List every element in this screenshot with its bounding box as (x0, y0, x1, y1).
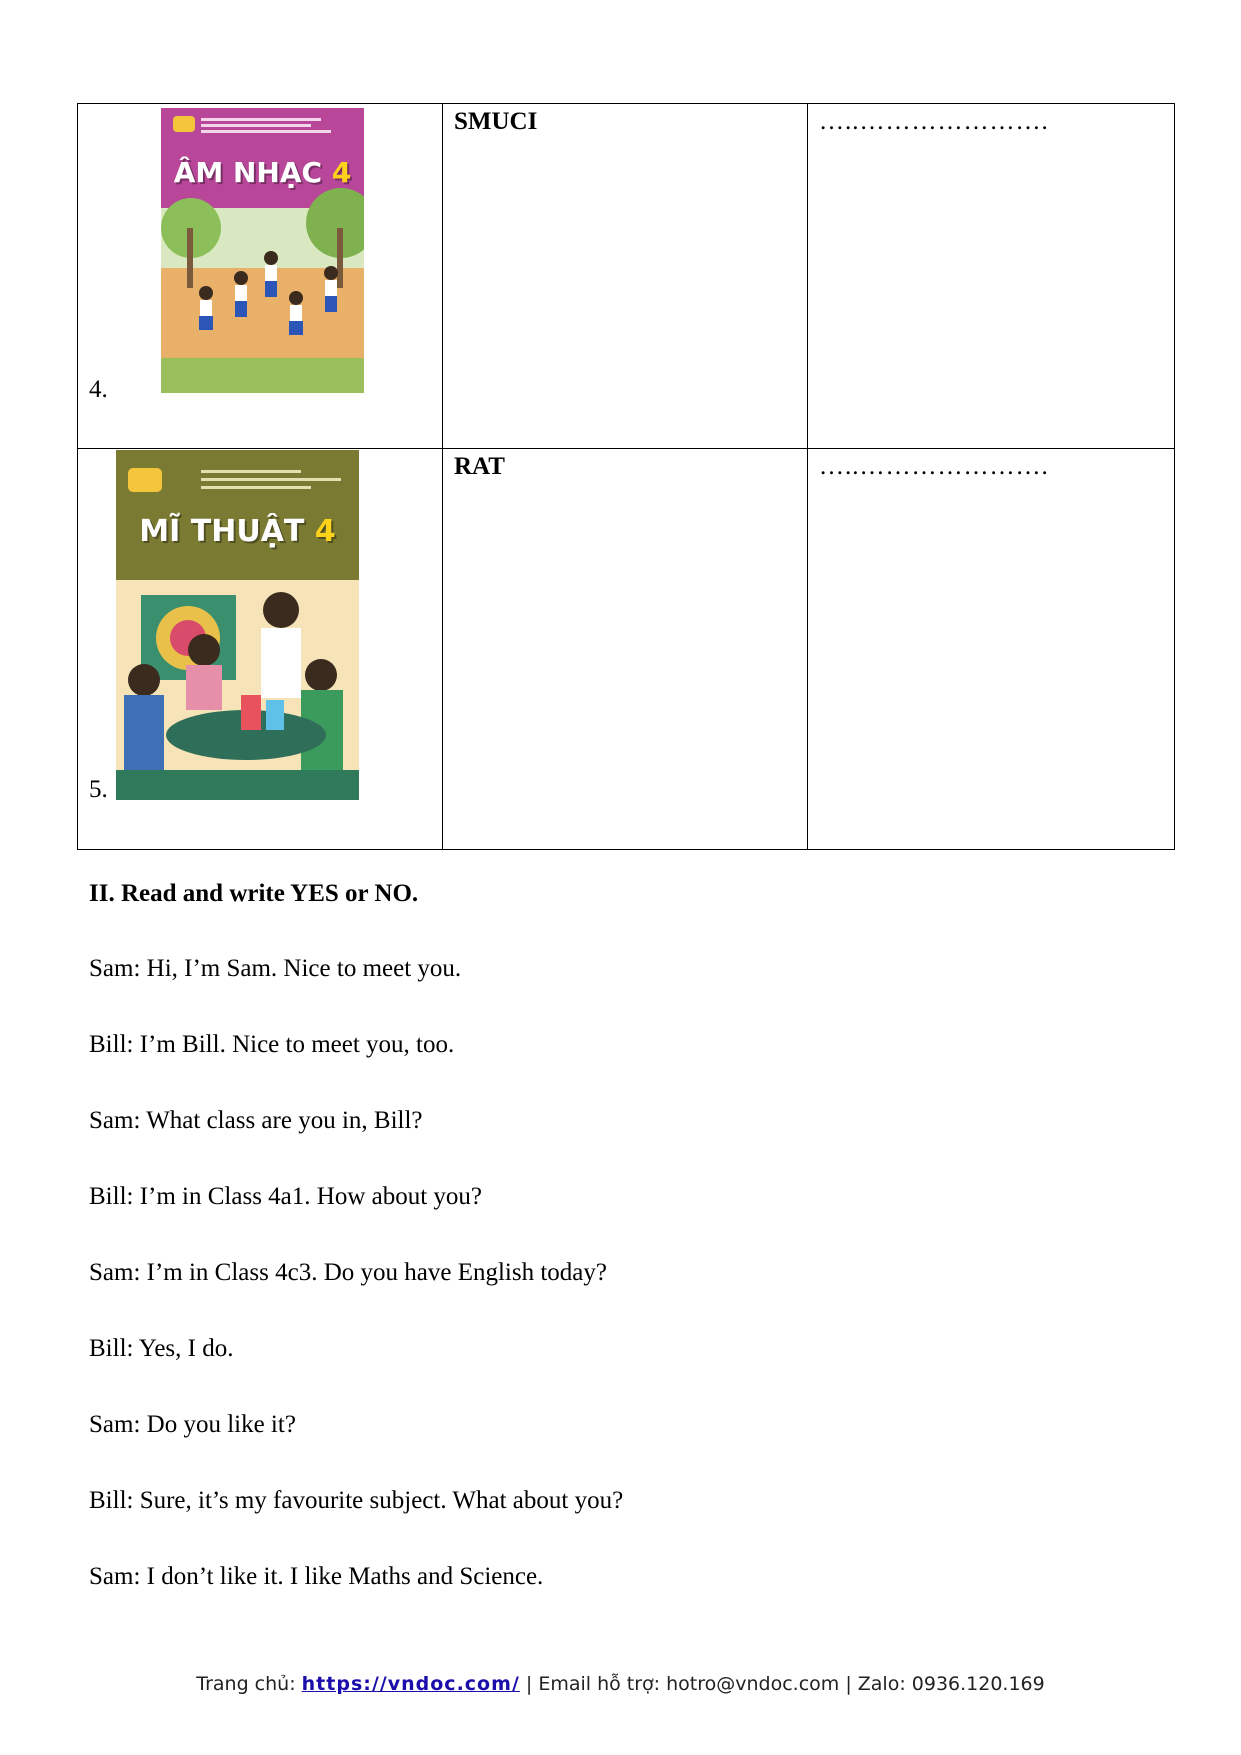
table-row (78, 104, 1175, 449)
dialogue-line: Sam: I don’t like it. I like Maths and Science. (89, 1563, 544, 1590)
picture-cell (78, 104, 443, 449)
answer-blank[interactable]: …..…………………. (819, 108, 1049, 135)
cover-title: MĨ THUẬT (139, 514, 305, 549)
music-book-illustration (161, 108, 364, 393)
book-cover-music (161, 108, 364, 393)
dialogue-line: Bill: Yes, I do. (89, 1335, 234, 1362)
dialogue-line: Sam: I’m in Class 4c3. Do you have English today? (89, 1259, 607, 1286)
art-book-illustration (116, 450, 359, 800)
dialogue-line: Sam: Hi, I’m Sam. Nice to meet you. (89, 955, 462, 982)
book-cover-art (116, 450, 359, 800)
picture-cell (78, 449, 443, 850)
answer-blank[interactable]: …..…………………. (819, 453, 1049, 480)
dialogue-line: Bill: Sure, it’s my favourite subject. What about you? (89, 1487, 624, 1514)
item-number: 5. (89, 776, 108, 803)
vocab-table (77, 103, 1175, 850)
word-cell (443, 449, 808, 850)
cover-grade: 4 (314, 514, 336, 549)
section-heading: II. Read and write YES or NO. (89, 880, 419, 907)
scrambled-word: RAT (454, 453, 505, 480)
dialogue-line: Sam: What class are you in, Bill? (89, 1107, 423, 1134)
answer-cell[interactable] (808, 104, 1175, 449)
footer-contact: | Email hỗ trợ: hotro@vndoc.com | Zalo: 0936.120.169 (519, 1673, 1045, 1695)
dialogue-line: Bill: I’m Bill. Nice to meet you, too. (89, 1031, 455, 1058)
footer-prefix: Trang chủ: (196, 1673, 302, 1695)
cover-title: ÂM NHẠC (173, 156, 323, 189)
page-footer (0, 1673, 1241, 1695)
table-row (78, 449, 1175, 850)
word-cell (443, 104, 808, 449)
dialogue-line: Bill: I’m in Class 4a1. How about you? (89, 1183, 483, 1210)
item-number: 4. (89, 376, 108, 403)
scrambled-word: SMUCI (454, 108, 538, 135)
dialogue-line: Sam: Do you like it? (89, 1411, 296, 1438)
cover-grade: 4 (331, 156, 352, 189)
answer-cell[interactable] (808, 449, 1175, 850)
homepage-link[interactable]: https://vndoc.com/ (301, 1673, 520, 1695)
